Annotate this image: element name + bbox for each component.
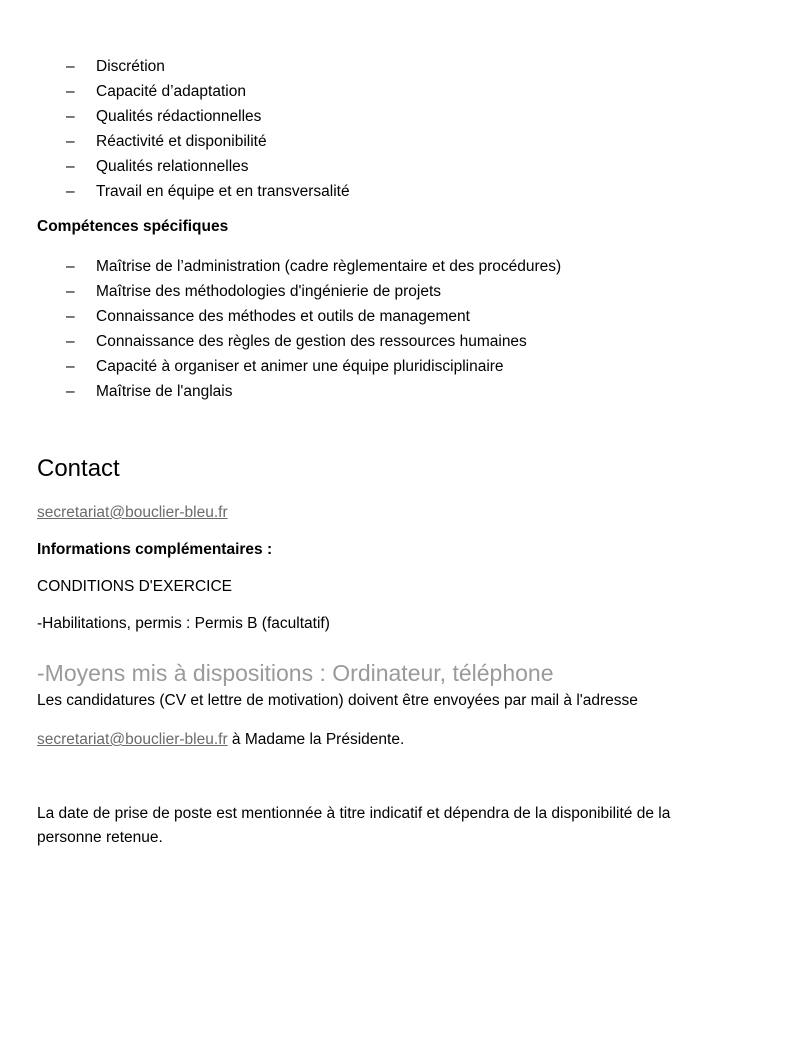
dash-bullet-icon: – <box>66 358 75 375</box>
moyens-text: -Moyens mis à dispositions : Ordinateur, téléphone <box>37 660 554 686</box>
specific-skills-list <box>37 254 757 404</box>
dash-bullet-icon: – <box>66 158 75 175</box>
dash-bullet-icon: – <box>66 133 75 150</box>
conditions-label: CONDITIONS D'EXERCICE <box>37 578 233 595</box>
contact-title: Contact <box>37 455 120 482</box>
dash-bullet-icon: – <box>66 283 75 300</box>
dash-bullet-icon: – <box>66 308 75 325</box>
dash-bullet-icon: – <box>66 333 75 350</box>
dash-bullet-icon: – <box>66 58 75 75</box>
dash-bullet-icon: – <box>66 108 75 125</box>
habilitations-text: -Habilitations, permis : Permis B (facultatif) <box>37 615 330 632</box>
list-item: – Maîtrise de l'anglais <box>37 379 757 404</box>
list-item: – Qualités relationnelles <box>37 154 757 179</box>
list-item: – Connaissance des règles de gestion des ressources humaines <box>37 329 757 354</box>
list-item: – Travail en équipe et en transversalité <box>37 179 757 204</box>
list-item: – Maîtrise de l’administration (cadre règlementaire et des procédures) <box>37 254 757 279</box>
specific-skills-heading: Compétences spécifiques <box>37 218 229 235</box>
candidatures-suffix: à Madame la Présidente. <box>227 731 405 748</box>
date-note-paragraph: La date de prise de poste est mentionnée à titre indicatif et dépendra de la disponibilité de la personne retenue. <box>37 805 671 846</box>
candidatures-line <box>37 731 404 749</box>
list-item: – Capacité d’adaptation <box>37 79 757 104</box>
contact-email-link[interactable]: secretariat@bouclier-bleu.fr <box>37 504 228 521</box>
candidatures-text: Les candidatures (CV et lettre de motivation) doivent être envoyées par mail à l'adresse <box>37 692 638 709</box>
candidatures-email-link[interactable]: secretariat@bouclier-bleu.fr <box>37 731 228 748</box>
list-item: – Connaissance des méthodes et outils de management <box>37 304 757 329</box>
list-item: – Capacité à organiser et animer une équipe pluridisciplinaire <box>37 354 757 379</box>
list-item: – Qualités rédactionnelles <box>37 104 757 129</box>
dash-bullet-icon: – <box>66 83 75 100</box>
dash-bullet-icon: – <box>66 183 75 200</box>
dash-bullet-icon: – <box>66 258 75 275</box>
soft-skills-list <box>37 54 757 204</box>
dash-bullet-icon: – <box>66 383 75 400</box>
info-heading: Informations complémentaires : <box>37 541 273 558</box>
list-item: – Discrétion <box>37 54 757 79</box>
list-item: – Réactivité et disponibilité <box>37 129 757 154</box>
list-item: – Maîtrise des méthodologies d'ingénierie de projets <box>37 279 757 304</box>
